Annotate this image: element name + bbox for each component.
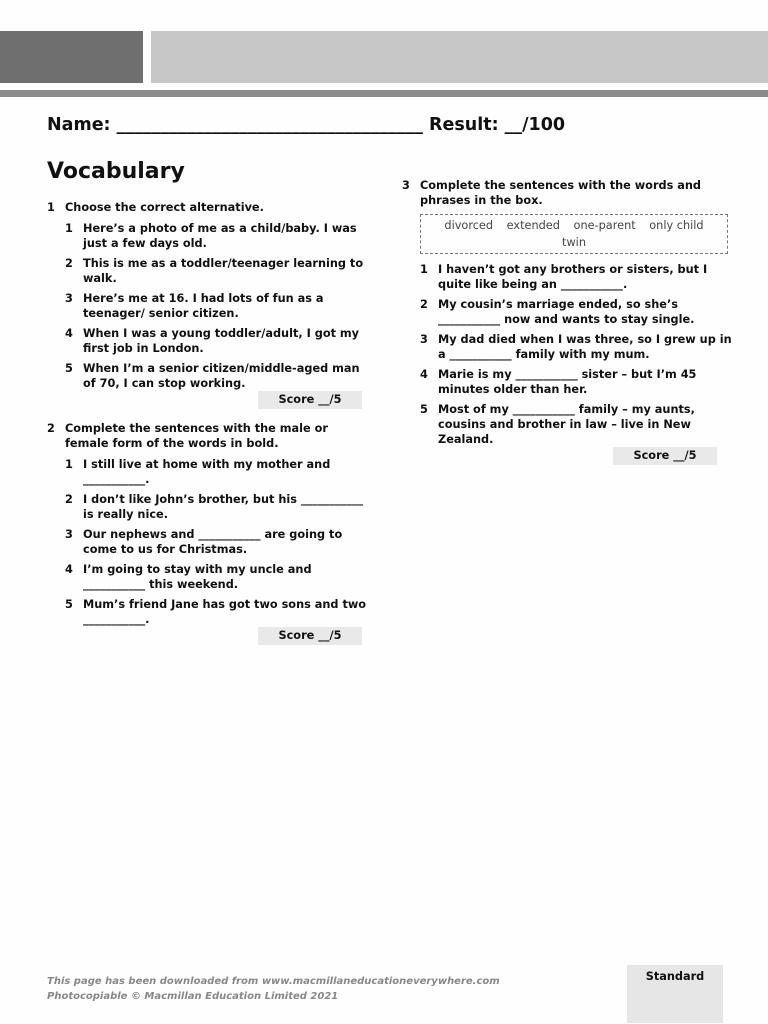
item-text: I don’t like John’s brother, but his ___________ is really nice. [83, 493, 364, 521]
score-box: Score __/5 [613, 447, 717, 465]
level-badge: Standard [627, 965, 723, 1023]
exercise-number: 3 [402, 179, 410, 192]
exercise-number: 1 [47, 201, 55, 214]
item-text: Our nephews and ___________ are going to come to us for Christmas. [83, 528, 343, 556]
section-title: Vocabulary [47, 159, 185, 184]
item-text: Marie is my ___________ sister – but I’m 45 minutes older than her. [438, 368, 697, 396]
score-box: Score __/5 [258, 627, 362, 645]
word-box-item: divorced [444, 219, 494, 232]
item-number: 1 [65, 222, 73, 235]
exercise-item [65, 492, 367, 522]
exercise-3 [402, 178, 732, 465]
item-text: My cousin’s marriage ended, so she’s ___________ now and wants to stay single. [438, 298, 695, 326]
word-box-item: one-parent [573, 219, 636, 232]
item-number: 2 [65, 257, 73, 270]
exercise-item [65, 597, 367, 627]
item-number: 5 [65, 598, 73, 611]
item-text: I haven’t got any brothers or sisters, but I quite like being an ___________. [438, 263, 708, 291]
exercise-instruction: Complete the sentences with the male or female form of the words in bold. [65, 422, 328, 450]
word-box [420, 214, 728, 254]
exercise-item [65, 221, 367, 251]
item-text: Here’s a photo of me as a child/baby. I was just a few days old. [83, 222, 357, 250]
item-text: Mum’s friend Jane has got two sons and two ___________. [83, 598, 367, 626]
exercise-item [420, 402, 732, 447]
item-number: 2 [65, 493, 73, 506]
name-result-line: Name: ___________________________________ Result: __/100 [47, 115, 566, 135]
footer-download-note: This page has been downloaded from www.macmillaneducationeverywhere.com [47, 976, 500, 987]
exercise-item [65, 291, 367, 321]
item-number: 1 [420, 263, 428, 276]
item-text: Here’s me at 16. I had lots of fun as a teenager/ senior citizen. [83, 292, 324, 320]
item-number: 4 [420, 368, 428, 381]
exercise-item [65, 562, 367, 592]
item-number: 3 [65, 528, 73, 541]
right-column [402, 178, 732, 465]
exercise-item [65, 457, 367, 487]
item-number: 1 [65, 458, 73, 471]
header-band-dark [0, 31, 143, 83]
left-column [47, 200, 367, 645]
item-number: 3 [65, 292, 73, 305]
footer [47, 974, 500, 1004]
item-number: 5 [65, 362, 73, 375]
item-text: My dad died when I was three, so I grew up in a ___________ family with my mum. [438, 333, 732, 361]
word-box-item: extended [506, 219, 560, 232]
exercise-instruction: Complete the sentences with the words and phrases in the box. [420, 179, 702, 207]
exercise-item [65, 256, 367, 286]
item-text: I’m going to stay with my uncle and ___________ this weekend. [83, 563, 312, 591]
exercise-number: 2 [47, 422, 55, 435]
word-box-item: only child [649, 219, 704, 232]
exercise-item [65, 326, 367, 356]
exercise-item [420, 332, 732, 362]
item-text: When I’m a senior citizen/middle-aged man of 70, I can stop working. [83, 362, 360, 390]
word-box-item: twin [562, 236, 586, 249]
item-number: 5 [420, 403, 428, 416]
exercise-item [65, 527, 367, 557]
item-text: Most of my ___________ family – my aunts, cousins and brother in law – live in New Zealand. [438, 403, 695, 446]
exercise-instruction: Choose the correct alternative. [65, 201, 264, 214]
score-box: Score __/5 [258, 391, 362, 409]
exercise-item [65, 361, 367, 391]
item-number: 3 [420, 333, 428, 346]
exercise-item [420, 297, 732, 327]
header-band-light [151, 31, 768, 83]
header-rule [0, 90, 768, 97]
item-text: When I was a young toddler/adult, I got my first job in London. [83, 327, 360, 355]
exercise-2 [47, 421, 367, 645]
footer-copyright: Photocopiable © Macmillan Education Limited 2021 [47, 991, 339, 1002]
exercise-1 [47, 200, 367, 409]
item-number: 4 [65, 327, 73, 340]
item-text: This is me as a toddler/teenager learning to walk. [83, 257, 364, 285]
item-text: I still live at home with my mother and ___________. [83, 458, 331, 486]
item-number: 4 [65, 563, 73, 576]
item-number: 2 [420, 298, 428, 311]
exercise-item [420, 262, 732, 292]
exercise-item [420, 367, 732, 397]
